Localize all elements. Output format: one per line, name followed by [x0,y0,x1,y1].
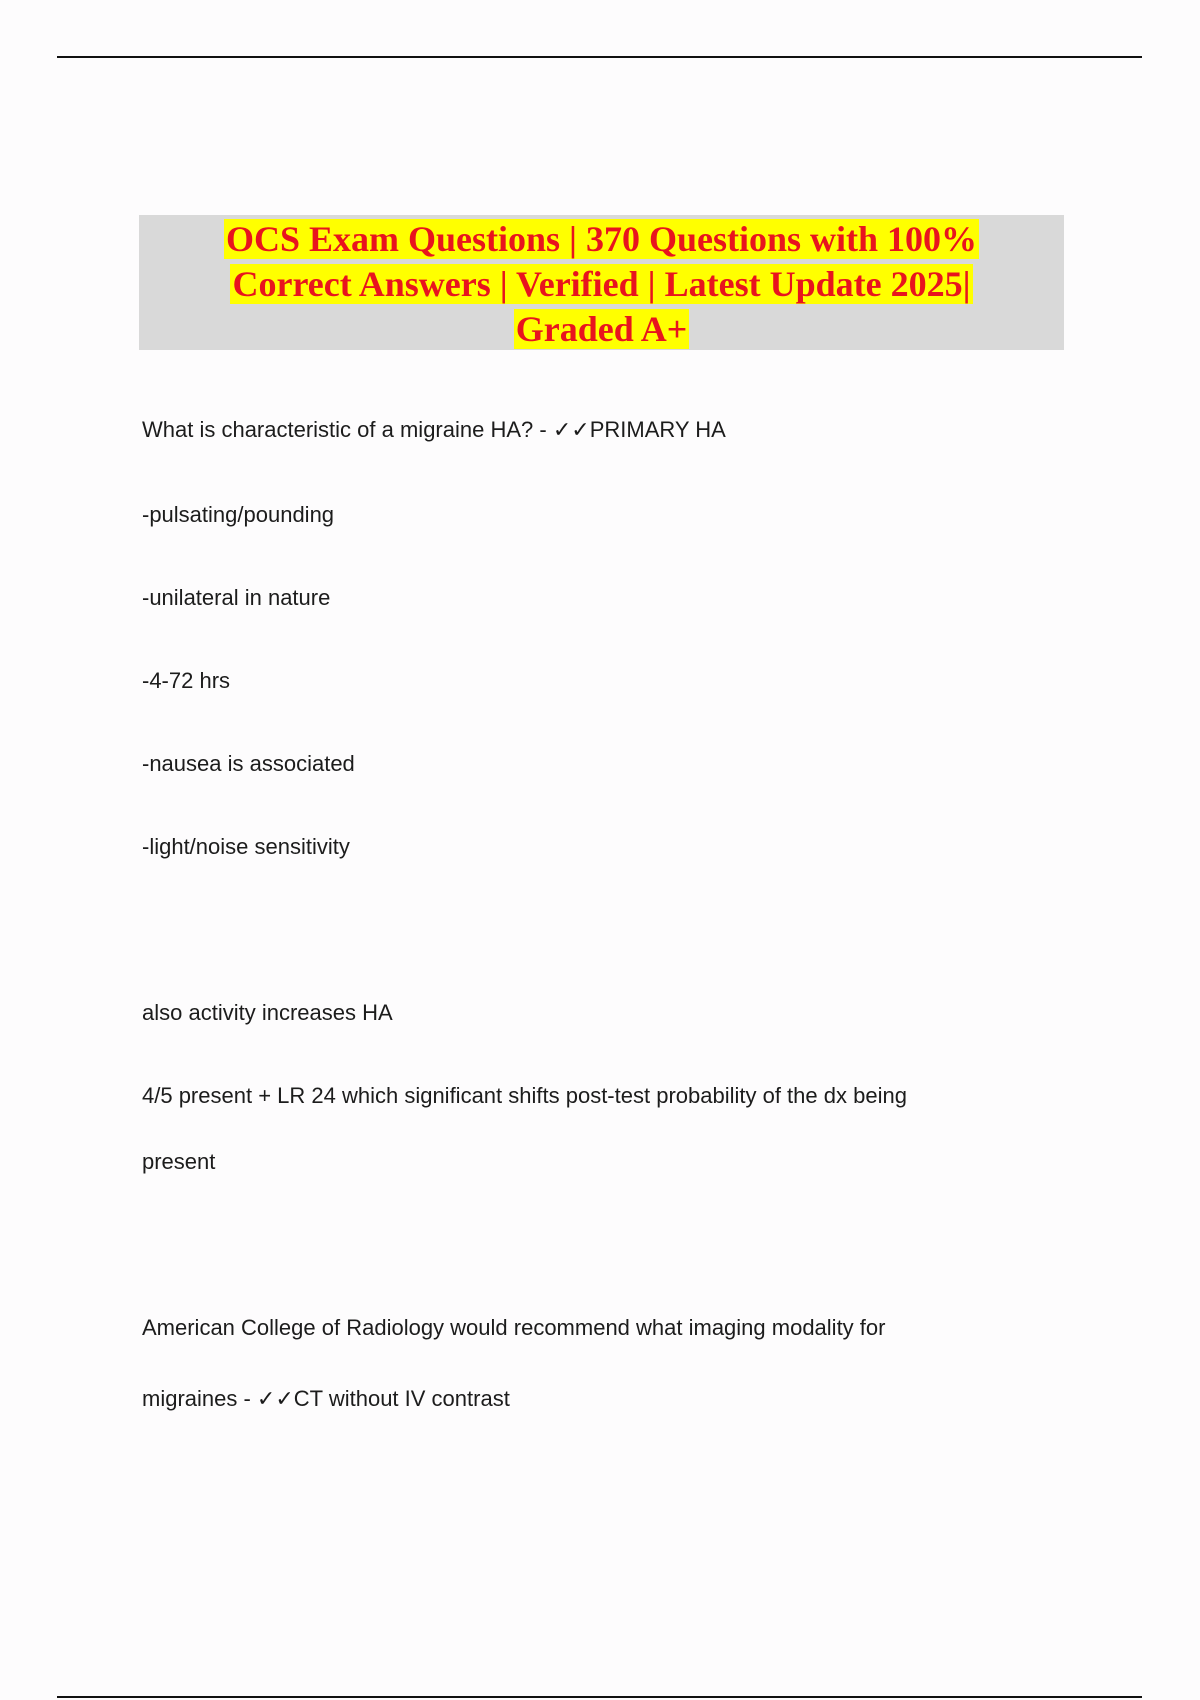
question-2-line-1: American College of Radiology would recommend what imaging modality for [142,1315,886,1340]
bottom-rule [57,1696,1142,1698]
answer-point-3: -4-72 hrs [142,668,231,693]
title-line-2: Correct Answers | Verified | Latest Update 2025| [232,264,971,304]
document-title [139,215,1064,352]
answer-point-1: -pulsating/pounding [142,502,335,527]
answer-point-5: -light/noise sensitivity [142,834,350,859]
title-box [139,215,1064,350]
question-2-line-2 [142,1384,510,1415]
checkmark-icon: ✓✓ [256,1387,294,1412]
title-line-1: OCS Exam Questions | 370 Questions with 100% [225,219,978,259]
top-rule [57,56,1142,58]
answer-point-2: -unilateral in nature [142,585,331,610]
question-1 [142,415,726,446]
answer-note-2-line-1: 4/5 present + LR 24 which significant shifts post-test probability of the dx being [142,1083,907,1108]
question-1-text: What is characteristic of a migraine HA? - [142,417,553,442]
checkmark-icon: ✓✓ [552,418,590,443]
answer-note-1: also activity increases HA [142,1000,393,1025]
answer-1-text: PRIMARY HA [589,417,726,442]
answer-point-4: -nausea is associated [142,751,355,776]
title-line-3: Graded A+ [515,309,688,349]
answer-2-text: CT without IV contrast [293,1386,510,1411]
answer-note-2-line-2: present [142,1149,216,1174]
question-2-text: migraines - [142,1386,257,1411]
